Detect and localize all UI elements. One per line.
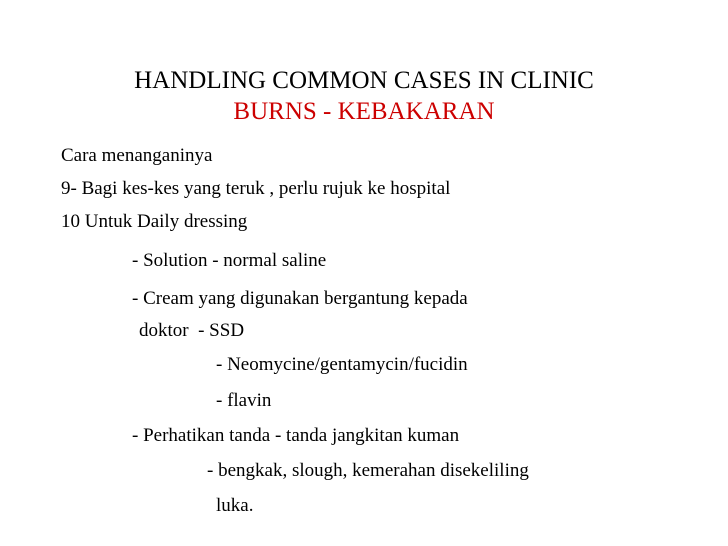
body-line-8: - flavin: [216, 390, 272, 411]
body-line-10: - bengkak, slough, kemerahan disekeliling: [207, 460, 529, 481]
body-line-9: - Perhatikan tanda - tanda jangkitan kuman: [132, 425, 460, 446]
body-line-3: 10 Untuk Daily dressing: [61, 211, 248, 232]
body-line-6: doktor - SSD: [139, 320, 245, 341]
body-line-5: - Cream yang digunakan bergantung kepada: [132, 288, 468, 309]
slide-title: HANDLING COMMON CASES IN CLINIC: [134, 67, 594, 94]
body-line-2: 9- Bagi kes-kes yang teruk , perlu rujuk ke hospital: [61, 178, 451, 199]
body-line-11: luka.: [216, 495, 254, 516]
slide-subtitle: BURNS - KEBAKARAN: [233, 98, 495, 125]
body-line-1: Cara menanganinya: [61, 145, 213, 166]
body-line-4: - Solution - normal saline: [132, 250, 327, 271]
body-line-7: - Neomycine/gentamycin/fucidin: [216, 354, 468, 375]
